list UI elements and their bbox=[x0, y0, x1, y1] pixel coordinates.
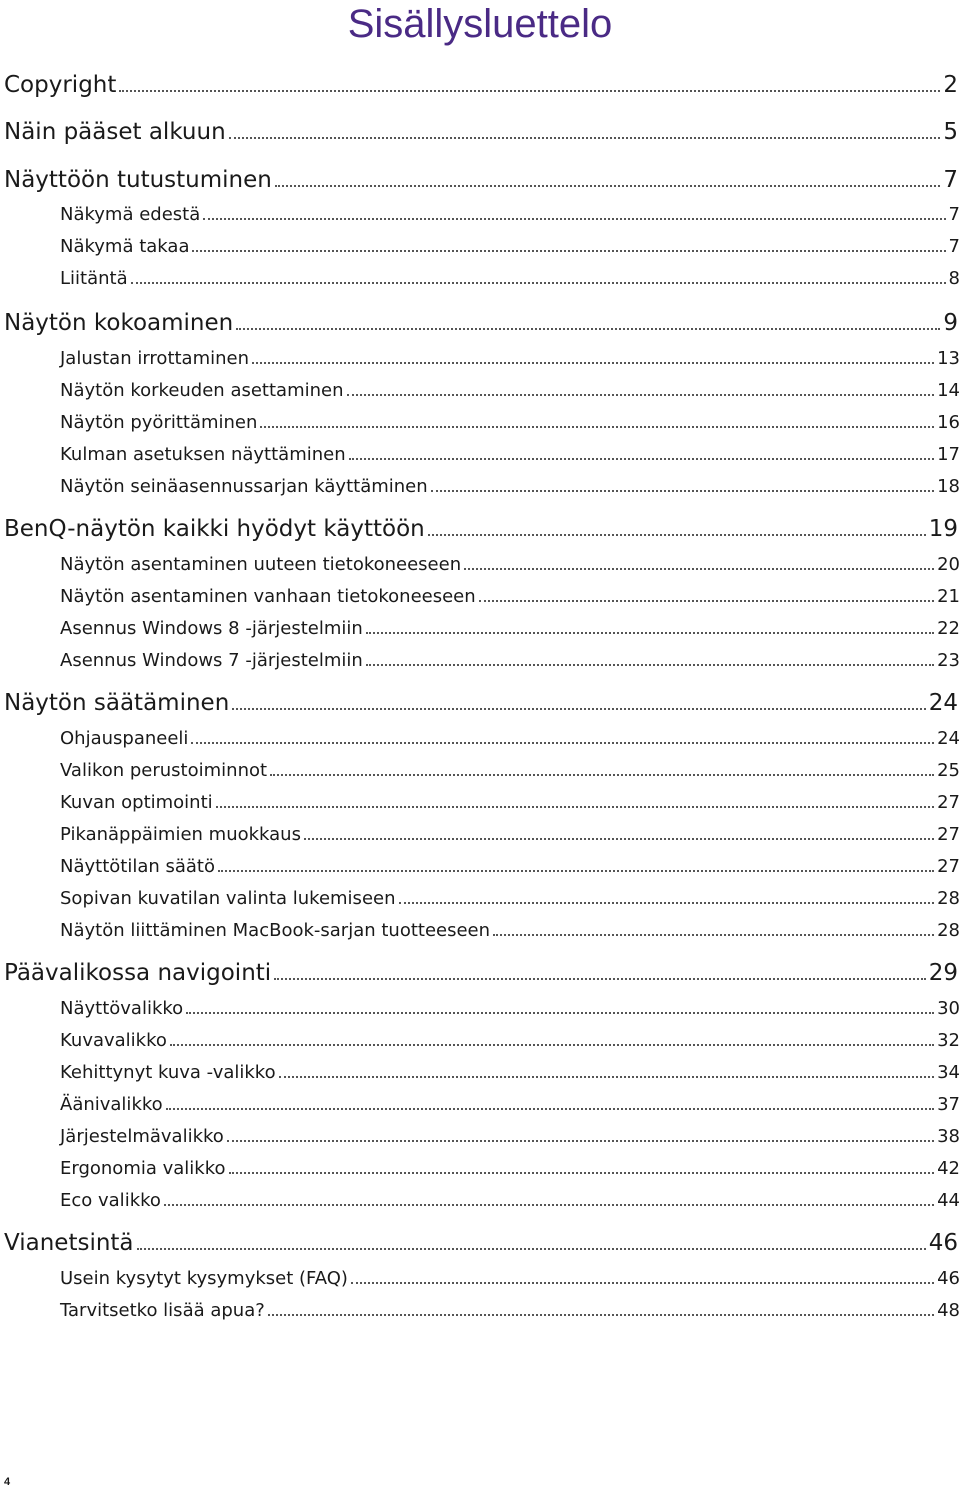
dot-leader bbox=[232, 690, 925, 710]
dot-leader bbox=[275, 167, 941, 187]
toc-entry-page: 46 bbox=[937, 1268, 960, 1289]
dot-leader bbox=[493, 920, 934, 936]
dot-leader bbox=[218, 856, 934, 872]
dot-leader bbox=[166, 1094, 934, 1110]
toc-entry-label: Asennus Windows 8 -järjestelmiin bbox=[60, 618, 363, 639]
page-number: 4 bbox=[4, 1476, 11, 1488]
toc-entry-page: 38 bbox=[937, 1126, 960, 1147]
dot-leader bbox=[274, 960, 926, 980]
dot-leader bbox=[349, 444, 934, 460]
dot-leader bbox=[191, 728, 934, 744]
toc-entry[interactable] bbox=[60, 1094, 960, 1120]
toc-entry-page: 5 bbox=[943, 119, 958, 145]
toc-entry-label: Sopivan kuvatilan valinta lukemiseen bbox=[60, 888, 396, 909]
toc-entry[interactable] bbox=[60, 444, 960, 470]
dot-leader bbox=[366, 618, 934, 634]
page-title: Sisällysluettelo bbox=[347, 2, 613, 46]
toc-entry-page: 37 bbox=[937, 1094, 960, 1115]
toc-entry-page: 28 bbox=[937, 888, 960, 909]
toc-entry-label: Kuvavalikko bbox=[60, 1030, 167, 1051]
toc-entry-label: Päävalikossa navigointi bbox=[4, 960, 272, 986]
toc-entry[interactable] bbox=[60, 412, 960, 438]
toc-entry[interactable] bbox=[60, 204, 960, 230]
toc-entry-page: 34 bbox=[937, 1062, 960, 1083]
dot-leader bbox=[304, 824, 934, 840]
dot-leader bbox=[131, 268, 946, 284]
toc-entry-page: 16 bbox=[937, 412, 960, 433]
toc-entry-label: Näyttöön tutustuminen bbox=[4, 167, 272, 193]
dot-leader bbox=[252, 348, 934, 364]
toc-entry-label: Liitäntä bbox=[60, 268, 128, 289]
toc-entry-page: 20 bbox=[937, 554, 960, 575]
dot-leader bbox=[431, 476, 934, 492]
toc-entry-page: 46 bbox=[928, 1230, 958, 1256]
dot-leader bbox=[203, 204, 945, 220]
toc-entry[interactable] bbox=[60, 856, 960, 882]
dot-leader bbox=[428, 516, 926, 536]
toc-entry-label: Kuvan optimointi bbox=[60, 792, 213, 813]
dot-leader bbox=[229, 1158, 935, 1174]
toc-entry-page: 7 bbox=[943, 167, 958, 193]
dot-leader bbox=[351, 1268, 934, 1284]
toc-entry-label: Näin pääset alkuun bbox=[4, 119, 226, 145]
toc-entry[interactable] bbox=[4, 72, 958, 102]
toc-entry-page: 27 bbox=[937, 824, 960, 845]
toc-entry[interactable] bbox=[60, 760, 960, 786]
toc-entry-page: 29 bbox=[928, 960, 958, 986]
toc-entry-page: 7 bbox=[948, 236, 960, 257]
toc-entry-page: 7 bbox=[948, 204, 960, 225]
toc-entry[interactable] bbox=[60, 380, 960, 406]
toc-entry[interactable] bbox=[60, 1300, 960, 1326]
toc-entry-page: 18 bbox=[937, 476, 960, 497]
toc-entry-page: 25 bbox=[937, 760, 960, 781]
toc-entry-page: 8 bbox=[948, 268, 960, 289]
toc-entry[interactable] bbox=[60, 1062, 960, 1088]
dot-leader bbox=[260, 412, 934, 428]
dot-leader bbox=[347, 380, 935, 396]
toc-entry[interactable] bbox=[4, 167, 958, 197]
toc-entry[interactable] bbox=[60, 650, 960, 676]
toc-entry-label: Kulman asetuksen näyttäminen bbox=[60, 444, 346, 465]
toc-entry-label: Kehittynyt kuva -valikko bbox=[60, 1062, 276, 1083]
toc-entry[interactable] bbox=[60, 1126, 960, 1152]
toc-entry-page: 14 bbox=[937, 380, 960, 401]
toc-entry[interactable] bbox=[60, 920, 960, 946]
toc-entry-label: Näytön korkeuden asettaminen bbox=[60, 380, 344, 401]
dot-leader bbox=[479, 586, 934, 602]
toc-entry-label: Näytön kokoaminen bbox=[4, 310, 234, 336]
toc-entry[interactable] bbox=[60, 1268, 960, 1294]
toc-entry-page: 44 bbox=[937, 1190, 960, 1211]
dot-leader bbox=[399, 888, 935, 904]
toc-entry-label: Näytön säätäminen bbox=[4, 690, 230, 716]
toc-entry[interactable] bbox=[60, 998, 960, 1024]
toc-entry-label: Näytön asentaminen vanhaan tietokoneeseen bbox=[60, 586, 476, 607]
toc-entry-label: Jalustan irrottaminen bbox=[60, 348, 250, 369]
toc-entry-label: Vianetsintä bbox=[4, 1230, 134, 1256]
dot-leader bbox=[268, 1300, 934, 1316]
toc-entry-page: 19 bbox=[928, 516, 958, 542]
toc-entry-label: Asennus Windows 7 -järjestelmiin bbox=[60, 650, 363, 671]
toc-entry-label: Tarvitsetko lisää apua? bbox=[60, 1300, 265, 1321]
toc-entry-label: Näkymä takaa bbox=[60, 236, 190, 257]
toc-entry[interactable] bbox=[4, 310, 958, 340]
dot-leader bbox=[227, 1126, 934, 1142]
dot-leader bbox=[192, 236, 945, 252]
toc-entry-label: Usein kysytyt kysymykset (FAQ) bbox=[60, 1268, 348, 1289]
toc-entry-label: Ohjauspaneeli bbox=[60, 728, 189, 749]
toc-entry-label: Eco valikko bbox=[60, 1190, 161, 1211]
toc-entry-page: 17 bbox=[937, 444, 960, 465]
toc-entry-page: 28 bbox=[937, 920, 960, 941]
toc-entry-label: Ergonomia valikko bbox=[60, 1158, 226, 1179]
toc-entry-page: 48 bbox=[937, 1300, 960, 1321]
dot-leader bbox=[270, 760, 934, 776]
dot-leader bbox=[186, 998, 934, 1014]
toc-entry[interactable] bbox=[60, 824, 960, 850]
toc-entry-label: Näkymä edestä bbox=[60, 204, 201, 225]
dot-leader bbox=[119, 72, 940, 92]
toc-entry-label: Järjestelmävalikko bbox=[60, 1126, 224, 1147]
toc-entry-label: Äänivalikko bbox=[60, 1094, 163, 1115]
toc-entry[interactable] bbox=[60, 236, 960, 262]
toc-entry-page: 23 bbox=[937, 650, 960, 671]
toc-entry-label: Näyttövalikko bbox=[60, 998, 184, 1019]
toc-entry[interactable] bbox=[60, 1030, 960, 1056]
toc-entry[interactable] bbox=[60, 792, 960, 818]
toc-entry-page: 24 bbox=[937, 728, 960, 749]
toc-entry[interactable] bbox=[60, 554, 960, 580]
dot-leader bbox=[137, 1230, 926, 1250]
toc-entry-page: 9 bbox=[943, 310, 958, 336]
dot-leader bbox=[366, 650, 934, 666]
toc-entry-page: 30 bbox=[937, 998, 960, 1019]
toc-entry-page: 22 bbox=[937, 618, 960, 639]
toc-entry-label: Pikanäppäimien muokkaus bbox=[60, 824, 301, 845]
toc-entry[interactable] bbox=[60, 348, 960, 374]
toc-entry[interactable] bbox=[60, 268, 960, 294]
dot-leader bbox=[279, 1062, 934, 1078]
toc-entry[interactable] bbox=[4, 1230, 958, 1260]
toc-entry[interactable] bbox=[60, 1190, 960, 1216]
toc-entry[interactable] bbox=[60, 888, 960, 914]
toc-entry-label: Valikon perustoiminnot bbox=[60, 760, 268, 781]
toc-entry-label: Näytön liittäminen MacBook-sarjan tuotteeseen bbox=[60, 920, 491, 941]
toc-entry-label: Copyright bbox=[4, 72, 117, 98]
toc-entry[interactable] bbox=[60, 476, 960, 502]
toc-entry-page: 32 bbox=[937, 1030, 960, 1051]
toc-entry-page: 27 bbox=[937, 856, 960, 877]
toc-entry[interactable] bbox=[60, 1158, 960, 1184]
toc-entry-label: Näytön pyörittäminen bbox=[60, 412, 258, 433]
toc-entry[interactable] bbox=[4, 690, 958, 720]
toc-entry-page: 24 bbox=[928, 690, 958, 716]
toc-entry-page: 2 bbox=[943, 72, 958, 98]
toc-entry-page: 42 bbox=[937, 1158, 960, 1179]
toc-entry-label: Näytön seinäasennussarjan käyttäminen bbox=[60, 476, 428, 497]
toc-entry-page: 13 bbox=[937, 348, 960, 369]
toc-entry[interactable] bbox=[4, 516, 958, 546]
dot-leader bbox=[229, 119, 941, 139]
toc-entry-label: BenQ-näytön kaikki hyödyt käyttöön bbox=[4, 516, 425, 542]
toc-entry[interactable] bbox=[60, 618, 960, 644]
dot-leader bbox=[216, 792, 934, 808]
toc-entry[interactable] bbox=[60, 728, 960, 754]
toc-entry[interactable] bbox=[60, 586, 960, 612]
dot-leader bbox=[464, 554, 934, 570]
dot-leader bbox=[236, 310, 940, 330]
dot-leader bbox=[164, 1190, 934, 1206]
toc-entry-label: Näytön asentaminen uuteen tietokoneeseen bbox=[60, 554, 462, 575]
toc-entry[interactable] bbox=[4, 960, 958, 990]
toc-entry-label: Näyttötilan säätö bbox=[60, 856, 216, 877]
toc-entry-page: 27 bbox=[937, 792, 960, 813]
dot-leader bbox=[170, 1030, 934, 1046]
toc-entry[interactable] bbox=[4, 119, 958, 149]
toc-entry-page: 21 bbox=[937, 586, 960, 607]
